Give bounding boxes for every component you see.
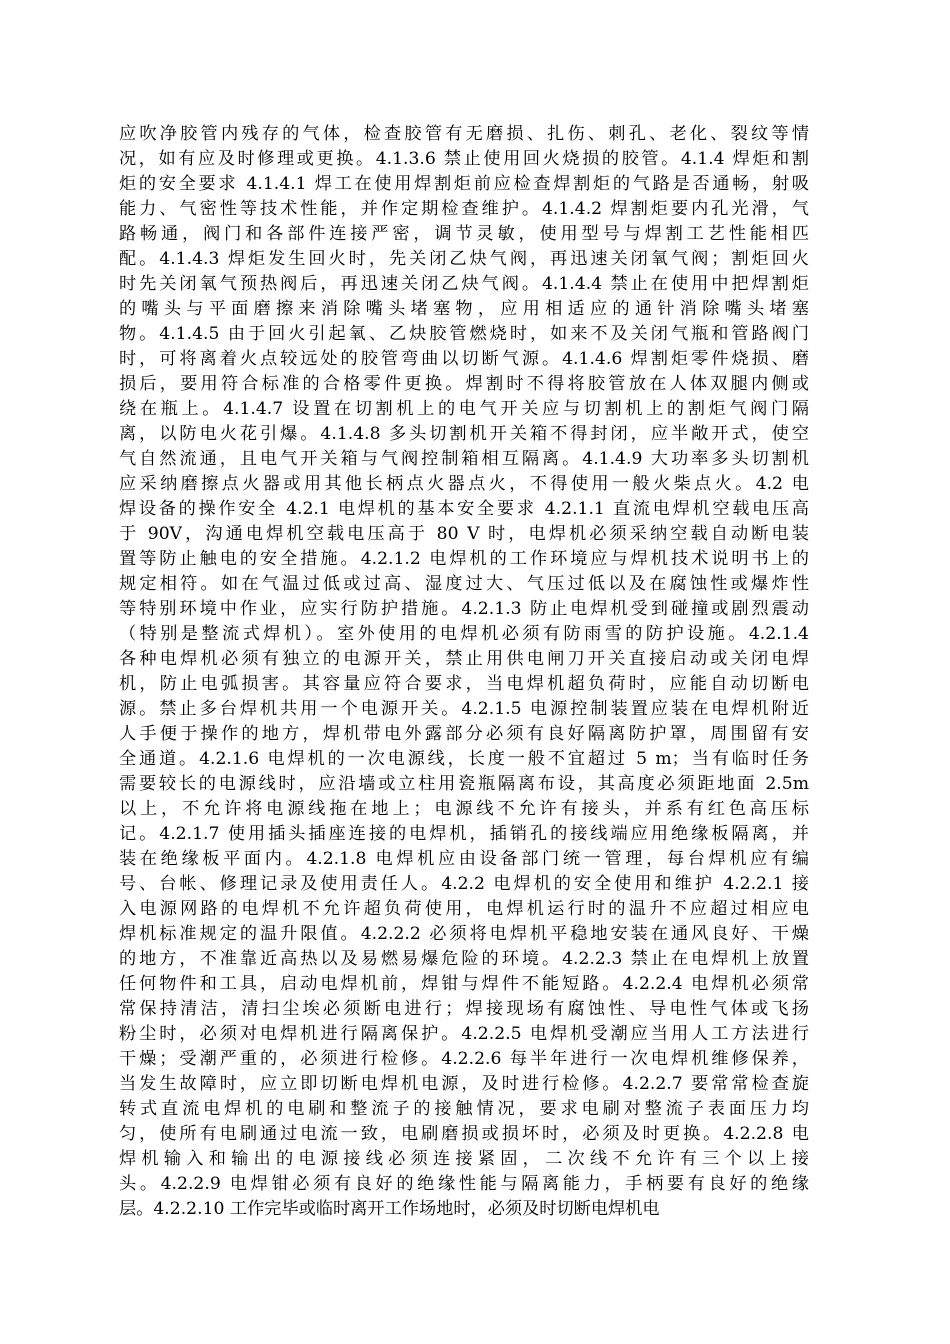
text-line: 绕在瓶上。4.1.4.7 设置在切割机上的电气开关应与切割机上的割炬气阀门隔 (119, 399, 809, 419)
text-line: 于 90V，沟通电焊机空载电压高于 80 V 时，电焊机必须采纳空载自动断电装 (119, 524, 809, 544)
text-line: 入电源网路的电焊机不允许超负荷使用，电焊机运行时的温升不应超过相应电 (119, 899, 809, 919)
text-line: 焊设备的操作安全 4.2.1 电焊机的基本安全要求 4.2.1.1 直流电焊机空载电压高 (119, 499, 809, 519)
text-line: 机，防止电弧损害。其容量应符合要求，当电焊机超负荷时，应能自动切断电 (119, 674, 809, 694)
text-line: 物。4.1.4.5 由于回火引起氧、乙炔胶管燃烧时，如来不及关闭气瓶和管路阀门 (119, 324, 809, 344)
text-line: 置等防止触电的安全措施。4.2.1.2 电焊机的工作环境应与焊机技术说明书上的 (119, 549, 809, 569)
text-line: 头。4.2.2.9 电焊钳必须有良好的绝缘性能与隔离能力，手柄要有良好的绝缘 (119, 1174, 809, 1194)
text-line: 应采纳磨擦点火器或用其他长柄点火器点火，不得使用一般火柴点火。4.2 电 (119, 474, 809, 494)
text-line: 层。4.2.2.10 工作完毕或临时离开工作场地时，必须及时切断电焊机电 (119, 1199, 660, 1219)
text-line: 任何物件和工具，启动电焊机前，焊钳与焊件不能短路。4.2.2.4 电焊机必须常 (119, 974, 809, 994)
text-line: 以上，不允许将电源线拖在地上；电源线不允许有接头，并系有红色高压标 (119, 799, 809, 819)
text-line: 装在绝缘板平面内。4.2.1.8 电焊机应由设备部门统一管理，每台焊机应有编 (119, 849, 809, 869)
text-line: 的嘴头与平面磨擦来消除嘴头堵塞物，应用相适应的通针消除嘴头堵塞 (119, 299, 809, 319)
text-line: 炬的安全要求 4.1.4.1 焊工在使用焊割炬前应检查焊割炬的气路是否通畅，射吸 (119, 174, 809, 194)
text-line: 时先关闭氧气预热阀后，再迅速关闭乙炔气阀。4.1.4.4 禁止在使用中把焊割炬 (119, 274, 809, 294)
text-line: 配。4.1.4.3 焊炬发生回火时，先关闭乙炔气阀，再迅速关闭氧气阀；割炬回火 (119, 249, 809, 269)
text-line: 应吹净胶管内残存的气体，检查胶管有无磨损、扎伤、刺孔、老化、裂纹等情 (119, 124, 809, 144)
text-line: 记。4.2.1.7 使用插头插座连接的电焊机，插销孔的接线端应用绝缘板隔离，并 (119, 824, 809, 844)
text-line: 损后，要用符合标准的合格零件更换。焊割时不得将胶管放在人体双腿内侧或 (119, 374, 809, 394)
text-line: （特别是整流式焊机）。室外使用的电焊机必须有防雨雪的防护设施。4.2.1.4 (119, 624, 809, 644)
text-line: 路畅通，阀门和各部件连接严密，调节灵敏，使用型号与焊割工艺性能相匹 (119, 224, 809, 244)
text-line: 全通道。4.2.1.6 电焊机的一次电源线，长度一般不宜超过 5 m；当有临时任务 (119, 749, 809, 769)
text-line: 离，以防电火花引爆。4.1.4.8 多头切割机开关箱不得封闭，应半敞开式，使空 (119, 424, 809, 444)
text-line: 焊机标准规定的温升限值。4.2.2.2 必须将电焊机平稳地安装在通风良好、干燥 (119, 924, 809, 944)
text-line: 各种电焊机必须有独立的电源开关，禁止用供电闸刀开关直接启动或关闭电焊 (119, 649, 809, 669)
text-line: 号、台帐、修理记录及使用责任人。4.2.2 电焊机的安全使用和维护 4.2.2.1 接 (119, 874, 809, 894)
text-line: 规定相符。如在气温过低或过高、湿度过大、气压过低以及在腐蚀性或爆炸性 (119, 574, 809, 594)
text-line: 匀，使所有电刷通过电流一致，电刷磨损或损坏时，必须及时更换。4.2.2.8 电 (119, 1124, 809, 1144)
text-line: 人手便于操作的地方，焊机带电外露部分必须有良好隔离防护罩，周围留有安 (119, 724, 809, 744)
text-line: 时，可将离着火点较远处的胶管弯曲以切断气源。4.1.4.6 焊割炬零件烧损、磨 (119, 349, 809, 369)
text-line: 的地方，不准靠近高热以及易燃易爆危险的环境。4.2.2.3 禁止在电焊机上放置 (119, 949, 809, 969)
text-line: 焊机输入和输出的电源接线必须连接紧固，二次线不允许有三个以上接 (119, 1149, 809, 1169)
text-line: 需要较长的电源线时，应沿墙或立柱用瓷瓶隔离布设，其高度必须距地面 2.5m (119, 774, 809, 794)
text-line: 常保持清洁，清扫尘埃必须断电进行；焊接现场有腐蚀性、导电性气体或飞扬 (119, 999, 809, 1019)
text-line: 等特别环境中作业，应实行防护措施。4.2.1.3 防止电焊机受到碰撞或剧烈震动 (119, 599, 809, 619)
text-line: 气自然流通，且电气开关箱与气阀控制箱相互隔离。4.1.4.9 大功率多头切割机 (119, 449, 809, 469)
text-line: 能力、气密性等技术性能，并作定期检查维护。4.1.4.2 焊割炬要内孔光滑，气 (119, 199, 809, 219)
text-line: 干燥；受潮严重的，必须进行检修。4.2.2.6 每半年进行一次电焊机维修保养， (119, 1049, 809, 1069)
body-text (119, 122, 809, 1222)
text-line: 粉尘时，必须对电焊机进行隔离保护。4.2.2.5 电焊机受潮应当用人工方法进行 (119, 1024, 809, 1044)
text-line: 源。禁止多台焊机共用一个电源开关。4.2.1.5 电源控制装置应装在电焊机附近 (119, 699, 809, 719)
text-line: 当发生故障时，应立即切断电焊机电源，及时进行检修。4.2.2.7 要常常检查旋 (119, 1074, 809, 1094)
text-line: 况，如有应及时修理或更换。4.1.3.6 禁止使用回火烧损的胶管。4.1.4 焊炬和割 (119, 149, 809, 169)
text-line: 转式直流电焊机的电刷和整流子的接触情况，要求电刷对整流子表面压力均 (119, 1099, 809, 1119)
